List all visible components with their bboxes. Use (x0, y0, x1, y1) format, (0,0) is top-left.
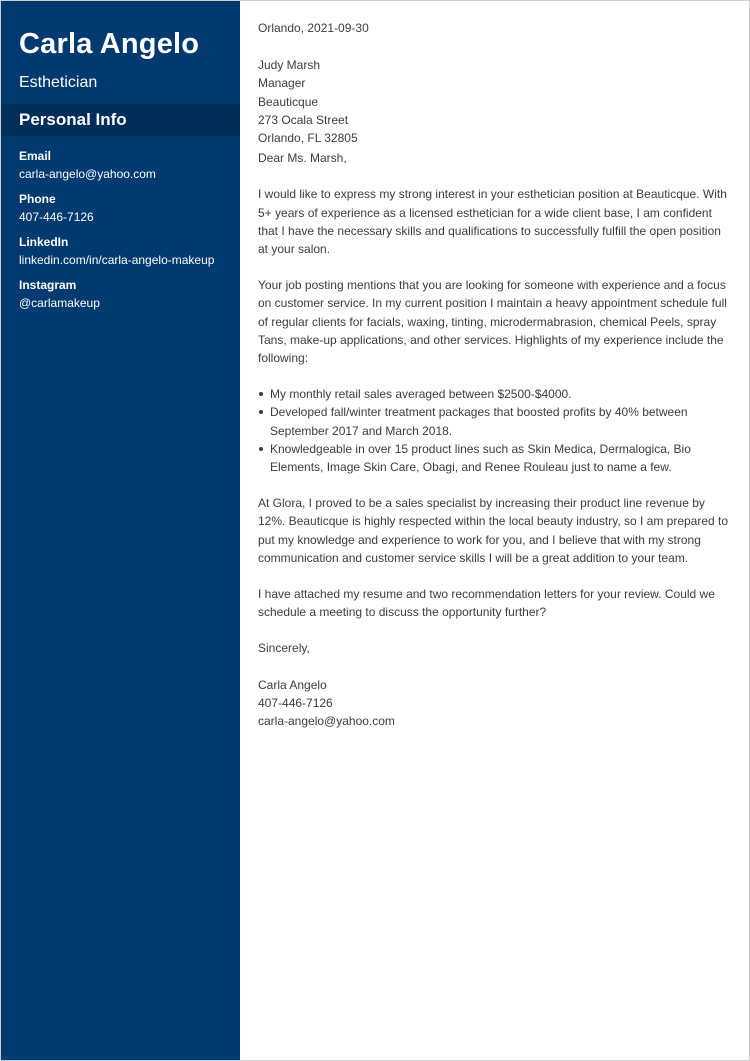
recipient-street: 273 Ocala Street (258, 112, 349, 127)
sidebar (1, 1, 240, 1060)
contact-value: @carlamakeup (19, 296, 100, 310)
contact-label: Instagram (19, 278, 77, 292)
letter-date: Orlando, 2021-09-30 (258, 21, 369, 35)
contact-value: linkedin.com/in/carla-angelo-makeup (19, 253, 215, 267)
candidate-title: Esthetician (19, 74, 98, 91)
contact-value: carla-angelo@yahoo.com (19, 167, 156, 181)
recipient-title: Manager (258, 76, 306, 91)
closing: Sincerely, (258, 641, 310, 656)
signature-email: carla-angelo@yahoo.com (258, 714, 395, 729)
personal-info-header: Personal Info (1, 104, 240, 136)
signature-phone: 407-446-7126 (258, 695, 333, 710)
contact-label: Phone (19, 192, 56, 206)
contact-list (1, 136, 240, 312)
signature-name: Carla Angelo (258, 677, 327, 692)
contact-email (19, 149, 222, 183)
paragraph-intro: I would like to express my strong interest in your esthetician position at Beauticque. With 5+ years of experience as a licensed esthetician for a wide client base, I am confident that I have the necessary skills and qualifications to successfully fulfill the open position at your salon. (258, 187, 727, 257)
list-item: My monthly retail sales averaged between $2500-$4000. (258, 385, 731, 403)
list-item: Knowledgeable in over 15 product lines such as Skin Medica, Dermalogica, Bio Elements, Image Skin Care, Obagi, and Renee Rouleau just to name a few. (258, 440, 731, 476)
contact-phone (19, 192, 222, 226)
contact-value: 407-446-7126 (19, 210, 94, 224)
contact-instagram (19, 278, 222, 312)
recipient-name: Judy Marsh (258, 58, 321, 73)
candidate-name: Carla Angelo (19, 28, 200, 60)
paragraph-call-to-action: I have attached my resume and two recommendation letters for your review. Could we schedule a meeting to discuss the opportunity further? (258, 587, 715, 620)
contact-label: Email (19, 149, 52, 163)
contact-linkedin (19, 235, 222, 269)
letter-body (240, 1, 749, 1060)
paragraph-achievement: At Glora, I proved to be a sales specialist by increasing their product line revenue by 12%. Beauticque is highly respected within the local beauty industry, so I am prepared to put my knowledge and experience to work for you, and I believe that with my strong communication and customer service skills I will be a great addition to your team. (258, 496, 729, 565)
recipient-company: Beauticque (258, 94, 319, 109)
greeting: Dear Ms. Marsh, (258, 151, 347, 166)
recipient-city: Orlando, FL 32805 (258, 131, 358, 146)
list-item: Developed fall/winter treatment packages that boosted profits by 40% between September 2017 and March 2018. (258, 403, 731, 439)
signature-block (258, 676, 731, 731)
paragraph-experience: Your job posting mentions that you are looking for someone with experience and a focus on customer service. In my current position I maintain a heavy appointment schedule full of regular clients for facials, waxing, tinting, microdermabrasion, chemical Peels, spray Tans, make-up applications, and other services. Highlights of my experience include the following: (258, 278, 727, 366)
recipient-block (258, 56, 731, 147)
contact-label: LinkedIn (19, 235, 69, 249)
highlights-list (258, 385, 731, 476)
